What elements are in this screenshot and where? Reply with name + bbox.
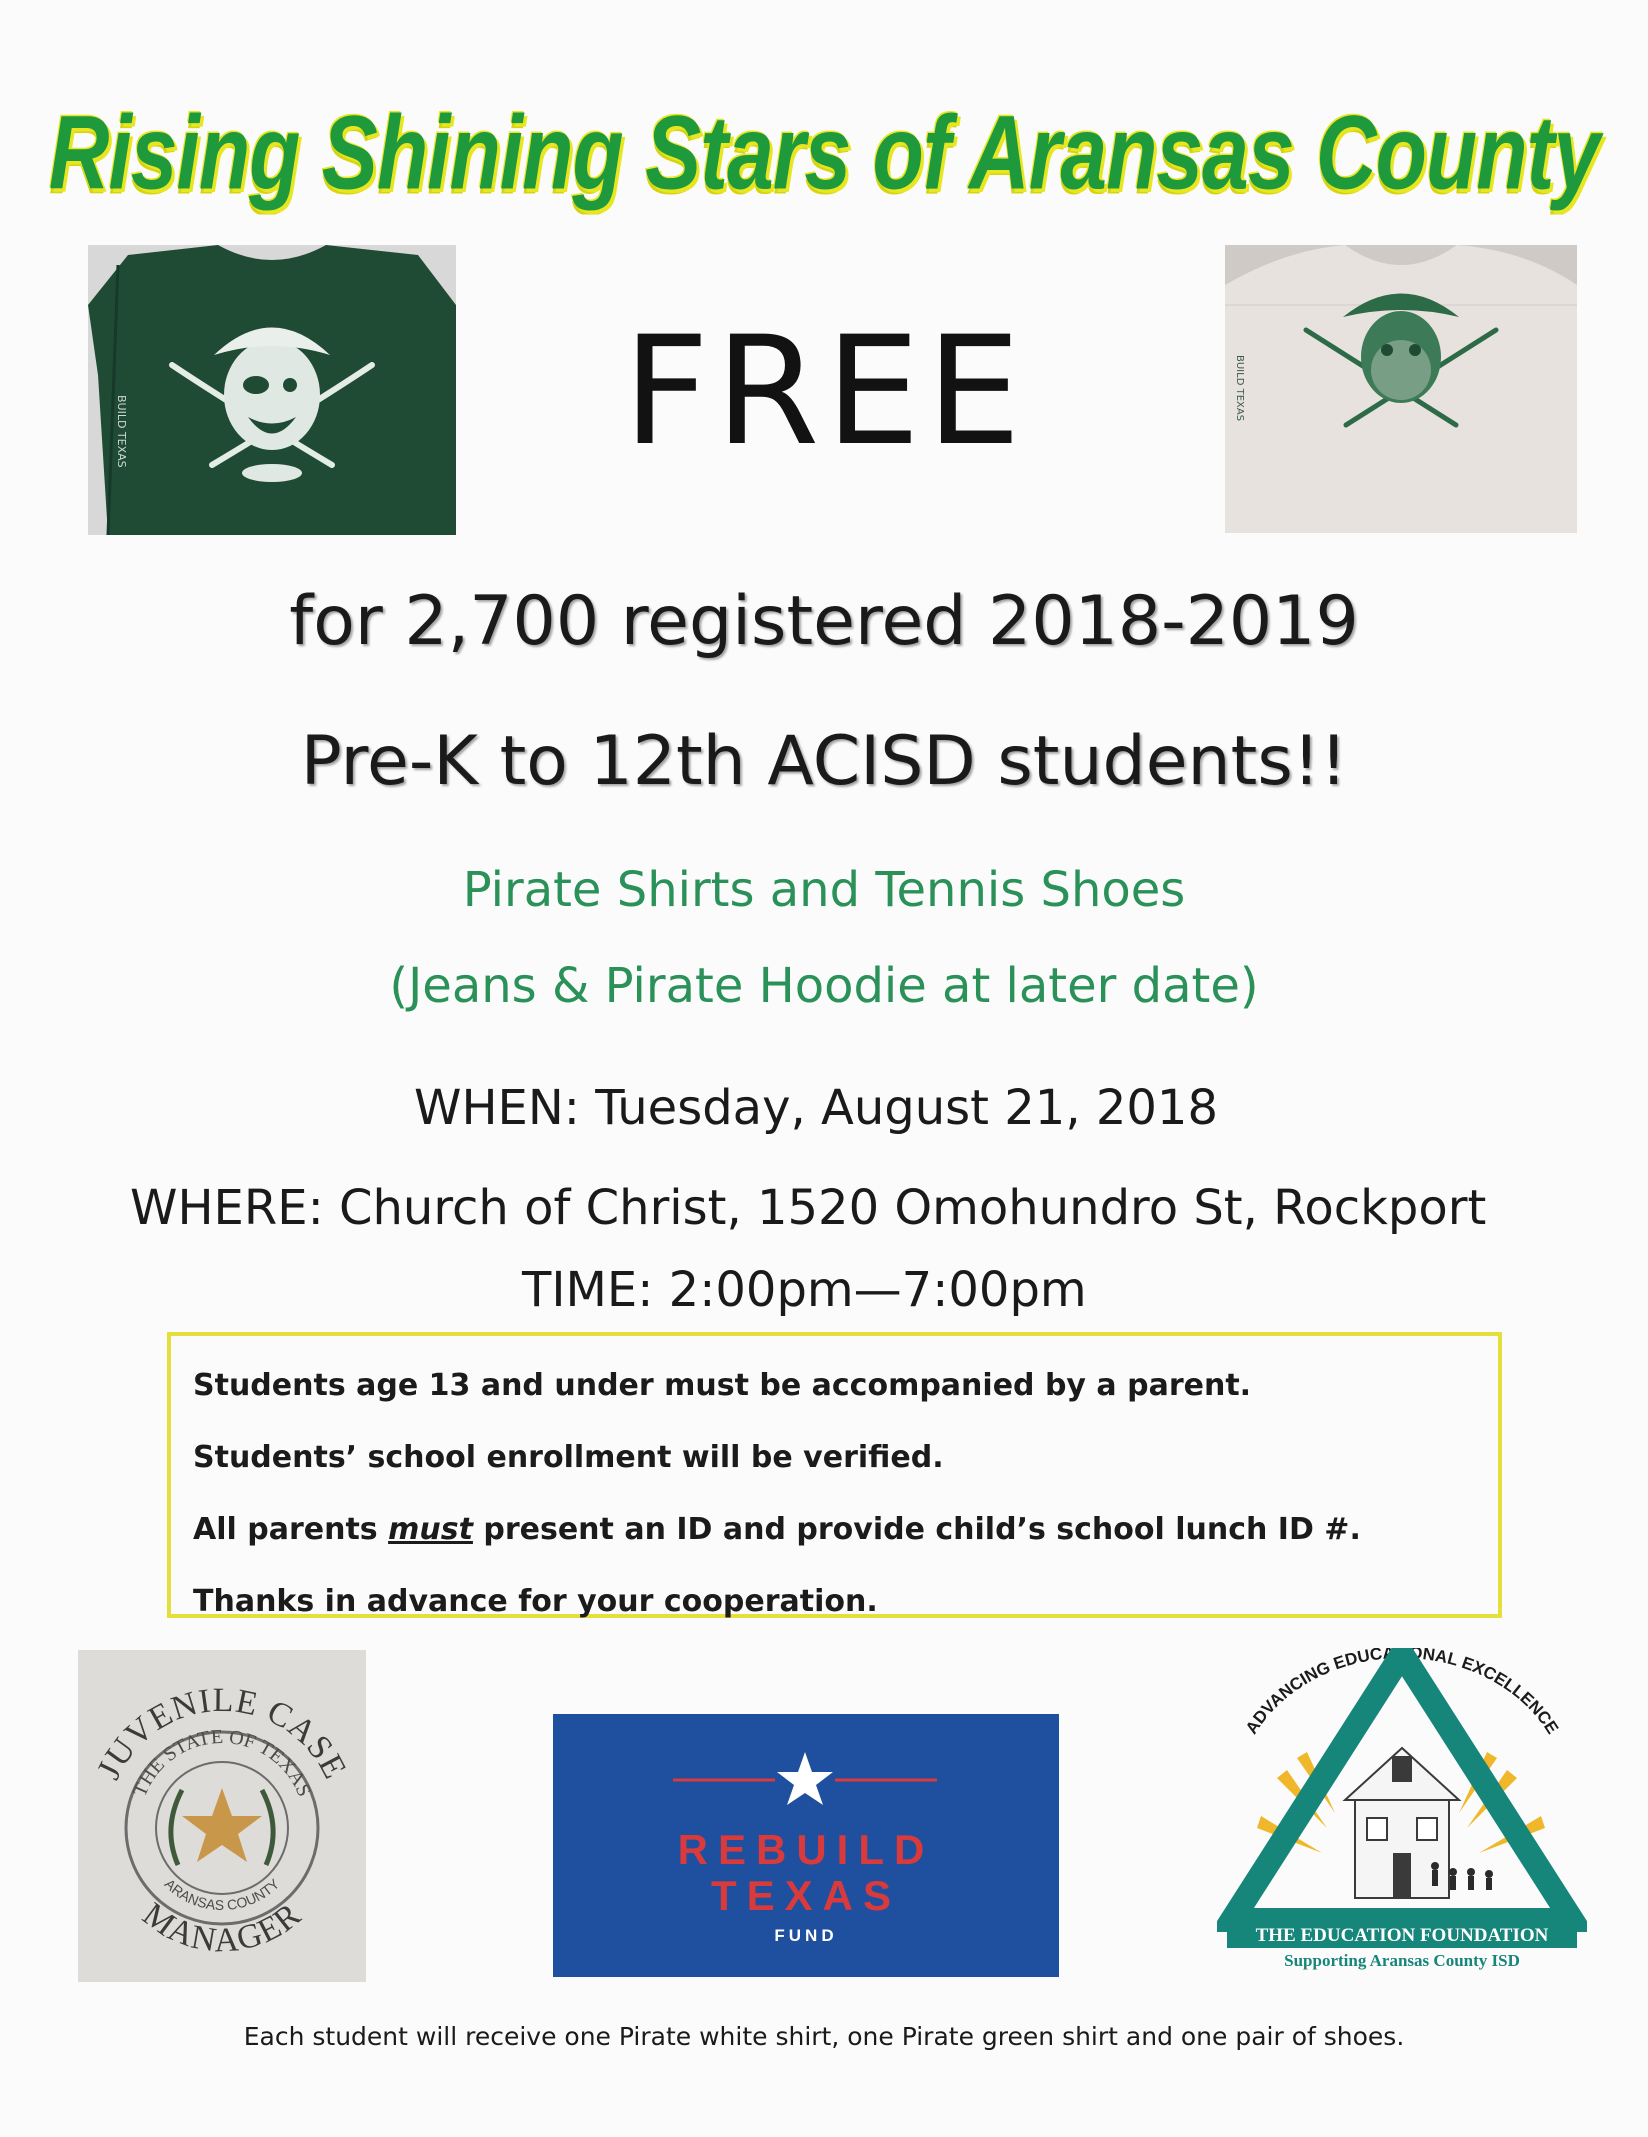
rule-id-after: present an ID and provide child’s school lunch ID #. <box>472 1512 1361 1547</box>
items-line-1: Pirate Shirts and Tennis Shoes <box>462 862 1186 918</box>
rule-id <box>193 1494 1476 1566</box>
white-pirate-tshirt-photo <box>1225 245 1577 533</box>
items-line-2: (Jeans & Pirate Hoodie at later date) <box>389 958 1259 1014</box>
juvenile-case-manager-seal <box>78 1650 366 1982</box>
star-icon <box>182 1788 262 1862</box>
eligibility-line-2: Pre-K to 12th ACISD students!! <box>300 722 1348 801</box>
svg-text:BUILD TEXAS: BUILD TEXAS <box>1234 355 1245 422</box>
seal-top-text: JUVENILE CASE <box>90 1681 354 1786</box>
event-time: TIME: 2:00pm—7:00pm <box>522 1262 1087 1318</box>
green-pirate-tshirt-photo <box>88 245 456 535</box>
rule-enrollment: Students’ school enrollment will be verified. <box>193 1440 944 1475</box>
white-pirate-tshirt-icon <box>1225 245 1577 533</box>
event-when: WHEN: Tuesday, August 21, 2018 <box>414 1080 1218 1136</box>
education-foundation-logo <box>1217 1648 1587 1978</box>
texas-seal-icon <box>78 1650 366 1982</box>
eligibility-line-1: for 2,700 registered 2018-2019 <box>289 582 1359 661</box>
rule-id-before: All parents <box>193 1512 389 1547</box>
green-pirate-tshirt-icon <box>88 245 456 535</box>
event-where: WHERE: Church of Christ, 1520 Omohundro St, Rockport <box>130 1180 1487 1236</box>
foundation-tagline: Supporting Aransas County ISD <box>1284 1951 1520 1970</box>
rule-age: Students age 13 and under must be accompanied by a parent. <box>193 1368 1252 1403</box>
rebuild-texas-fund-logo <box>553 1714 1059 1977</box>
footer-note: Each student will receive one Pirate white shirt, one Pirate green shirt and one pair of shoes. <box>243 2022 1405 2051</box>
seal-county-text: ARANSAS COUNTY <box>161 1875 283 1914</box>
rules-box <box>167 1332 1502 1618</box>
fund-word: FUND <box>774 1926 838 1945</box>
seal-ring-text: THE STATE OF TEXAS <box>128 1725 316 1800</box>
flyer-title: Rising Shining Stars of Aransas County <box>48 93 1600 211</box>
seal-bottom-text: MANAGER <box>135 1895 309 1960</box>
rebuild-word: REBUILD <box>677 1826 935 1873</box>
svg-text:BUILD TEXAS: BUILD TEXAS <box>115 395 128 468</box>
rule-thanks: Thanks in advance for your cooperation. <box>193 1584 878 1619</box>
free-headline: FREE <box>622 305 1028 479</box>
rule-id-emphasis: must <box>388 1512 473 1547</box>
texas-word: TEXAS <box>710 1872 902 1919</box>
foundation-arc-text: ADVANCING EDUCATIONAL EXCELLENCE <box>1241 1648 1563 1738</box>
schoolhouse-triangle-icon <box>1217 1648 1587 1978</box>
foundation-name: THE EDUCATION FOUNDATION <box>1255 1925 1549 1946</box>
